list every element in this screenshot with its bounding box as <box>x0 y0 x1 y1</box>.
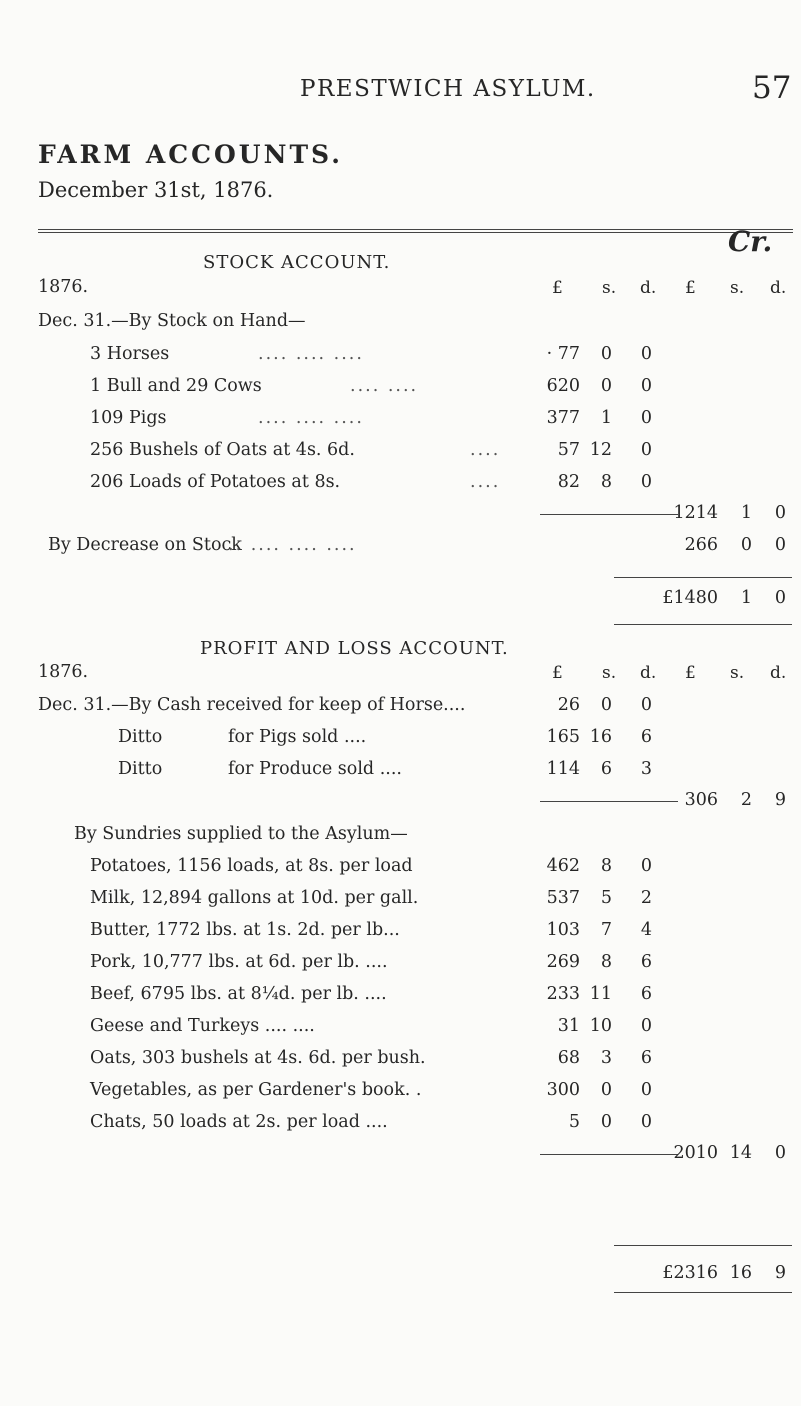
sundry-shillings: 8 <box>600 856 612 876</box>
sundry-pence: 6 <box>640 952 652 972</box>
sundries-subtotal-pounds: 2010 <box>673 1143 718 1163</box>
page-number: 57 <box>752 70 792 106</box>
dot-leader: .... .... <box>350 376 419 396</box>
cash-item-pounds: 26 <box>557 695 580 715</box>
sundry-desc: Potatoes, 1156 loads, at 8s. per load <box>90 856 413 876</box>
sundry-pence: 0 <box>640 1016 652 1036</box>
profit-loss-year: 1876. <box>38 662 89 682</box>
cash-subtotal-pounds: 306 <box>684 790 718 810</box>
sundry-pence: 6 <box>640 984 652 1004</box>
cash-item-desc: for Pigs sold .... <box>228 727 367 747</box>
stock-item-desc: 3 Horses <box>90 344 170 364</box>
col-pounds-2: £ <box>685 663 696 683</box>
col-shillings-1: s. <box>602 663 617 683</box>
sundry-pounds: 537 <box>546 888 580 908</box>
sundry-pence: 2 <box>640 888 652 908</box>
stock-item-desc: 1 Bull and 29 Cows <box>90 376 262 396</box>
decrease-pounds: 266 <box>684 535 718 555</box>
cash-item-pence: 6 <box>640 727 652 747</box>
col-shillings-2: s. <box>730 278 745 298</box>
stock-item-shillings: 8 <box>600 472 612 492</box>
decrease-shillings: 0 <box>740 535 752 555</box>
cash-item-desc: for Produce sold .... <box>228 759 402 779</box>
cash-item-shillings: 0 <box>600 695 612 715</box>
cash-item-shillings: 6 <box>600 759 612 779</box>
col-shillings-2: s. <box>730 663 745 683</box>
cash-item-pounds: 114 <box>546 759 580 779</box>
cash-item-desc: Dec. 31.—By Cash received for keep of Horse.... <box>38 695 466 715</box>
sundry-pounds: 300 <box>546 1080 580 1100</box>
sundry-desc: Beef, 6795 lbs. at 8¼d. per lb. .... <box>90 984 387 1004</box>
total-underline <box>614 624 792 625</box>
sundry-pence: 0 <box>640 856 652 876</box>
col-pounds-1: £ <box>552 663 563 683</box>
sundry-pounds: 68 <box>557 1048 580 1068</box>
total-rule <box>614 577 792 578</box>
stock-item-pounds: · 77 <box>546 344 580 364</box>
sundries-subtotal-pence: 0 <box>774 1143 786 1163</box>
sundry-desc: Milk, 12,894 gallons at 10d. per gall. <box>90 888 419 908</box>
stock-item-pounds: 377 <box>546 408 580 428</box>
profit-loss-total-shillings: 16 <box>729 1263 752 1283</box>
stock-account-year: 1876. <box>38 277 89 297</box>
sundry-pounds: 233 <box>546 984 580 1004</box>
stock-item-pence: 0 <box>640 344 652 364</box>
sundry-pounds: 103 <box>546 920 580 940</box>
stock-subtotal-pence: 0 <box>774 503 786 523</box>
sundry-desc: Pork, 10,777 lbs. at 6d. per lb. .... <box>90 952 388 972</box>
document-date: December 31st, 1876. <box>38 178 274 202</box>
cash-item-ditto: Ditto <box>118 759 163 779</box>
sundry-shillings: 8 <box>600 952 612 972</box>
stock-account-title: STOCK ACCOUNT. <box>203 252 391 273</box>
stock-item-pounds: 620 <box>546 376 580 396</box>
stock-subtotal-pounds: 1214 <box>673 503 718 523</box>
dot-leader: .. .... .... .... <box>228 535 357 555</box>
stock-date-entry: Dec. 31.—By Stock on Hand— <box>38 311 306 331</box>
sundry-pence: 6 <box>640 1048 652 1068</box>
sundry-shillings: 11 <box>589 984 612 1004</box>
stock-total-shillings: 1 <box>740 588 752 608</box>
stock-item-shillings: 0 <box>600 376 612 396</box>
col-pence-2: d. <box>770 278 787 298</box>
sundry-shillings: 10 <box>589 1016 612 1036</box>
credit-mark: Cr. <box>728 225 773 258</box>
stock-item-desc: 256 Bushels of Oats at 4s. 6d. <box>90 440 355 460</box>
sundry-desc: Butter, 1772 lbs. at 1s. 2d. per lb... <box>90 920 400 940</box>
profit-loss-title: PROFIT AND LOSS ACCOUNT. <box>200 638 509 659</box>
profit-loss-total-pounds: £2316 <box>662 1263 718 1283</box>
stock-item-pounds: 82 <box>557 472 580 492</box>
stock-item-shillings: 1 <box>600 408 612 428</box>
sundry-pounds: 462 <box>546 856 580 876</box>
stock-item-pence: 0 <box>640 408 652 428</box>
total-underline <box>614 1292 792 1293</box>
stock-total-pence: 0 <box>774 588 786 608</box>
cash-item-ditto: Ditto <box>118 727 163 747</box>
stock-subtotal-shillings: 1 <box>740 503 752 523</box>
running-header-title: PRESTWICH ASYLUM. <box>300 76 596 102</box>
col-pounds-1: £ <box>552 278 563 298</box>
col-shillings-1: s. <box>602 278 617 298</box>
cash-item-pence: 3 <box>640 759 652 779</box>
subtotal-rule <box>540 514 678 515</box>
stock-item-shillings: 12 <box>589 440 612 460</box>
col-pence-1: d. <box>640 278 657 298</box>
profit-loss-total-pence: 9 <box>774 1263 786 1283</box>
stock-total-pounds: £1480 <box>662 588 718 608</box>
decrease-pence: 0 <box>774 535 786 555</box>
total-rule <box>614 1245 792 1246</box>
sundry-shillings: 5 <box>600 888 612 908</box>
sundries-heading: By Sundries supplied to the Asylum— <box>74 824 408 844</box>
sundry-pounds: 269 <box>546 952 580 972</box>
stock-item-pence: 0 <box>640 376 652 396</box>
stock-item-desc: 109 Pigs <box>90 408 167 428</box>
cash-item-pence: 0 <box>640 695 652 715</box>
sundry-pounds: 5 <box>568 1112 580 1132</box>
cash-item-pounds: 165 <box>546 727 580 747</box>
sundries-subtotal-shillings: 14 <box>729 1143 752 1163</box>
sundry-desc: Chats, 50 loads at 2s. per load .... <box>90 1112 388 1132</box>
cash-item-shillings: 16 <box>589 727 612 747</box>
dot-leader: .... .... .... <box>258 344 364 364</box>
sundry-desc: Geese and Turkeys .... .... <box>90 1016 315 1036</box>
sundry-shillings: 0 <box>600 1112 612 1132</box>
stock-item-pounds: 57 <box>557 440 580 460</box>
stock-item-pence: 0 <box>640 440 652 460</box>
top-rule <box>38 229 793 230</box>
col-pounds-2: £ <box>685 278 696 298</box>
cash-subtotal-shillings: 2 <box>740 790 752 810</box>
sundry-pence: 4 <box>640 920 652 940</box>
dot-leader: .... .... .... <box>258 408 364 428</box>
stock-item-shillings: 0 <box>600 344 612 364</box>
top-rule-second <box>38 232 793 233</box>
sundry-desc: Vegetables, as per Gardener's book. . <box>90 1080 422 1100</box>
col-pence-2: d. <box>770 663 787 683</box>
dot-leader: .... <box>470 472 501 492</box>
sundry-desc: Oats, 303 bushels at 4s. 6d. per bush. <box>90 1048 426 1068</box>
cash-subtotal-pence: 9 <box>774 790 786 810</box>
sundry-pounds: 31 <box>557 1016 580 1036</box>
sundry-pence: 0 <box>640 1080 652 1100</box>
document-title: FARM ACCOUNTS. <box>38 140 343 169</box>
stock-item-pence: 0 <box>640 472 652 492</box>
subtotal-rule <box>540 801 678 802</box>
sundry-shillings: 0 <box>600 1080 612 1100</box>
stock-item-desc: 206 Loads of Potatoes at 8s. <box>90 472 341 492</box>
subtotal-rule <box>540 1154 678 1155</box>
sundry-pence: 0 <box>640 1112 652 1132</box>
sundry-shillings: 7 <box>600 920 612 940</box>
sundry-shillings: 3 <box>600 1048 612 1068</box>
col-pence-1: d. <box>640 663 657 683</box>
dot-leader: .... <box>470 440 501 460</box>
decrease-desc: By Decrease on Stock <box>48 535 242 555</box>
